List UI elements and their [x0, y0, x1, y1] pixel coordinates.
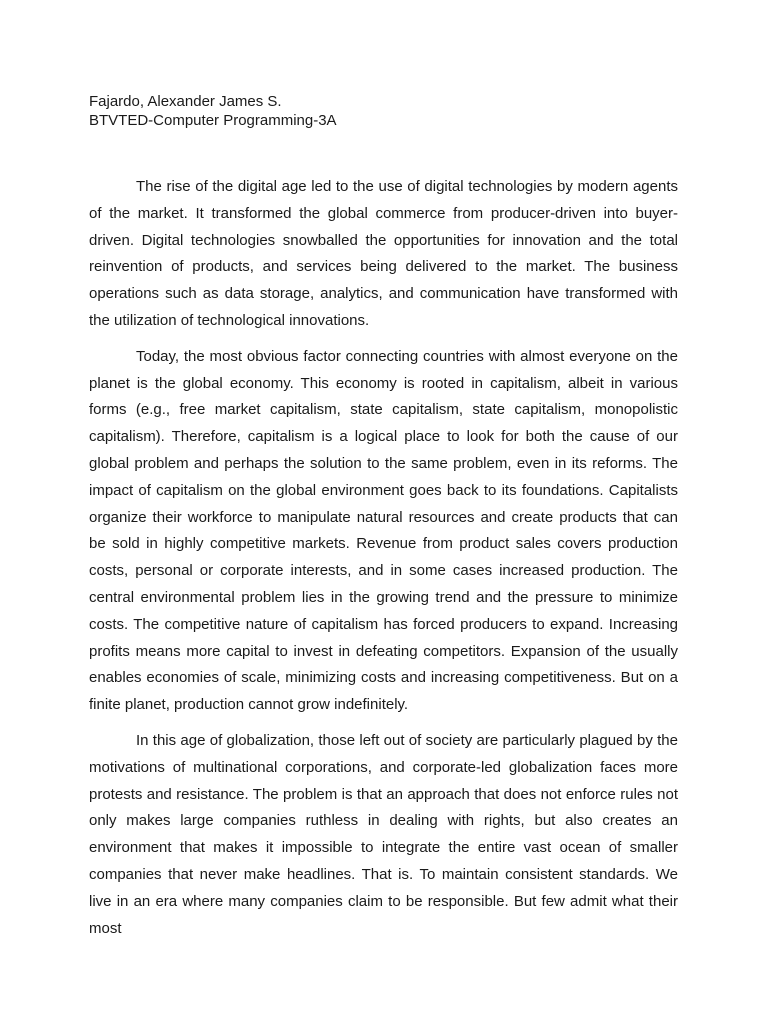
paragraph-3: In this age of globalization, those left out of society are particularly plagued by the motivations of multinational corporations, and corporate-led globalization faces more protests and resistance. The problem is that an approach that does not enforce rules not only makes large companies ruthless in dealing with rights, but also creates an environment that makes it impossible to integrate the entire vast ocean of smaller companies that never make headlines. That is. To maintain consistent standards. We live in an era where many companies claim to be responsible. But few admit what their most	[89, 731, 678, 937]
course-section: BTVTED-Computer Programming-3A	[89, 112, 337, 129]
paragraph-2: Today, the most obvious factor connecting countries with almost everyone on the planet is the global economy. This economy is rooted in capitalism, albeit in various forms (e.g., free market capitalism, state capitalism, state capitalism, monopolistic capitalism). Therefore, capitalism is a logical place to look for both the cause of our global problem and perhaps the solution to the same problem, even in its reforms. The impact of capitalism on the global environment goes back to its foundations. Capitalists organize their workforce to manipulate natural resources and create products that can be sold in highly competitive markets. Revenue from product sales covers production costs, personal or corporate interests, and in some cases increased production. The central environmental problem lies in the growing trend and the pressure to minimize costs. The competitive nature of capitalism has forced producers to expand. Increasing profits means more capital to invest in defeating competitors. Expansion of the usually enables economies of scale, minimizing costs and increasing competitiveness. But on a finite planet, production cannot grow indefinitely.	[89, 347, 678, 714]
document-header	[89, 92, 337, 130]
author-name: Fajardo, Alexander James S.	[89, 93, 282, 110]
document-body	[89, 174, 678, 951]
paragraph-1: The rise of the digital age led to the use of digital technologies by modern agents of the market. It transformed the global commerce from producer-driven into buyer-driven. Digital technologies snowballed the opportunities for innovation and the total reinvention of products, and services being delivered to the market. The business operations such as data storage, analytics, and communication have transformed with the utilization of technological innovations.	[89, 178, 678, 329]
